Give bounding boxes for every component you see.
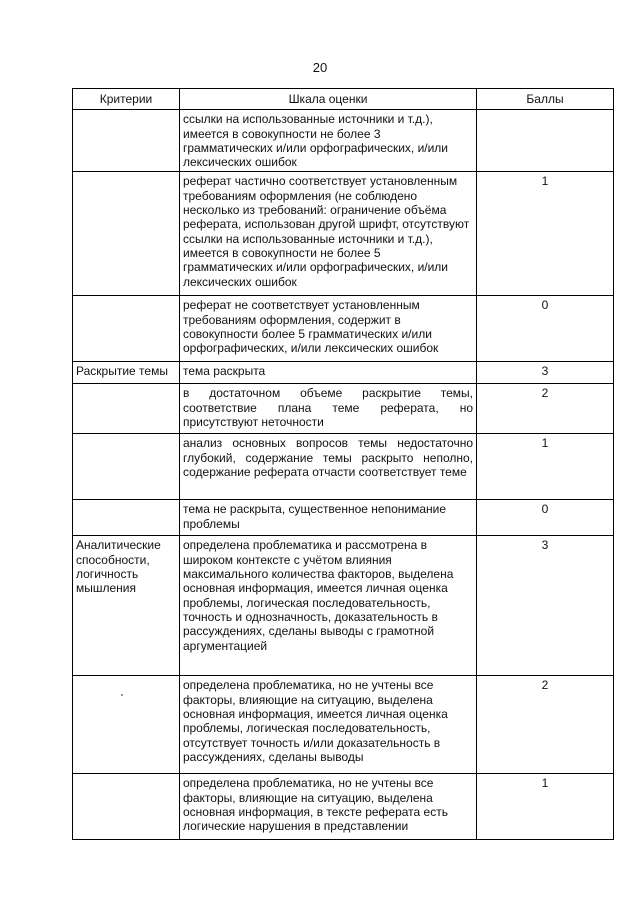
scale-description: в достаточном объеме раскрытие темы, соответствие плана теме реферата, но присутствуют неточности — [180, 384, 477, 434]
header-points: Баллы — [477, 89, 614, 110]
scale-description: анализ основных вопросов темы недостаточно глубокий, содержание темы раскрыто неполно, содержание реферата отчасти соответствует теме — [180, 434, 477, 500]
assessment-criteria-table — [72, 88, 614, 840]
scale-description: реферат не соответствует установленным требованиям оформления, содержит в совокупности более 5 грамматических и/или орфографических, и/или лексических ошибок — [180, 296, 477, 362]
table-row — [73, 774, 614, 840]
criterion-cell — [73, 774, 180, 840]
table-row — [73, 676, 614, 774]
criterion-cell — [73, 110, 180, 172]
scale-description: ссылки на использованные источники и т.д.), имеется в совокупности не более 3 грамматических и/или орфографических, и/или лексических ошибок — [180, 110, 477, 172]
criterion-cell — [73, 500, 180, 536]
criterion-cell — [73, 434, 180, 500]
scale-description: реферат частично соответствует установленным требованиям оформления (не соблюдено несколько из требований: ограничение объёма реферата, использован другой шрифт, отсутствуют ссылки на использованные источники и т.д.), имеется в совокупности не более 5 грамматических и/или орфографических, и/или лексических ошибок — [180, 172, 477, 296]
points-cell — [477, 110, 614, 172]
table-row — [73, 110, 614, 172]
points-cell: 0 — [477, 500, 614, 536]
table-row — [73, 500, 614, 536]
table-row — [73, 172, 614, 296]
criterion-cell: Аналитические способности, логичность мышления — [73, 536, 180, 676]
points-cell: 1 — [477, 434, 614, 500]
criterion-cell — [73, 676, 180, 774]
table-row — [73, 384, 614, 434]
header-scale: Шкала оценки — [180, 89, 477, 110]
table-row — [73, 536, 614, 676]
points-cell: 1 — [477, 774, 614, 840]
points-cell: 2 — [477, 676, 614, 774]
scale-description: определена проблематика, но не учтены все факторы, влияющие на ситуацию, выделена основная информация, имеется личная оценка проблемы, логическая последовательность, отсутствует точность и/или доказательность в рассуждениях, сделаны выводы — [180, 676, 477, 774]
table-row — [73, 362, 614, 384]
criterion-cell — [73, 384, 180, 434]
scale-description: определена проблематика, но не учтены все факторы, влияющие на ситуацию, выделена основная информация, в тексте реферата есть логические нарушения в представлении — [180, 774, 477, 840]
page-number: 20 — [312, 60, 328, 75]
table-row — [73, 296, 614, 362]
points-cell: 1 — [477, 172, 614, 296]
header-criteria: Критерии — [73, 89, 180, 110]
points-cell: 3 — [477, 536, 614, 676]
criterion-cell — [73, 296, 180, 362]
table-header-row — [73, 89, 614, 110]
scale-description: определена проблематика и рассмотрена в широком контексте с учётом влияния максимального количества факторов, выделена основная информация, имеется личная оценка проблемы, логическая последовательность, точность и однозначность, доказательность в рассуждениях, сделаны выводы с грамотной аргументацией — [180, 536, 477, 676]
points-cell: 0 — [477, 296, 614, 362]
points-cell: 2 — [477, 384, 614, 434]
scale-description: тема раскрыта — [180, 362, 477, 384]
points-cell: 3 — [477, 362, 614, 384]
criterion-cell — [73, 172, 180, 296]
scan-speck — [121, 694, 123, 696]
scale-description: тема не раскрыта, существенное непонимание проблемы — [180, 500, 477, 536]
criterion-cell: Раскрытие темы — [73, 362, 180, 384]
table-row — [73, 434, 614, 500]
